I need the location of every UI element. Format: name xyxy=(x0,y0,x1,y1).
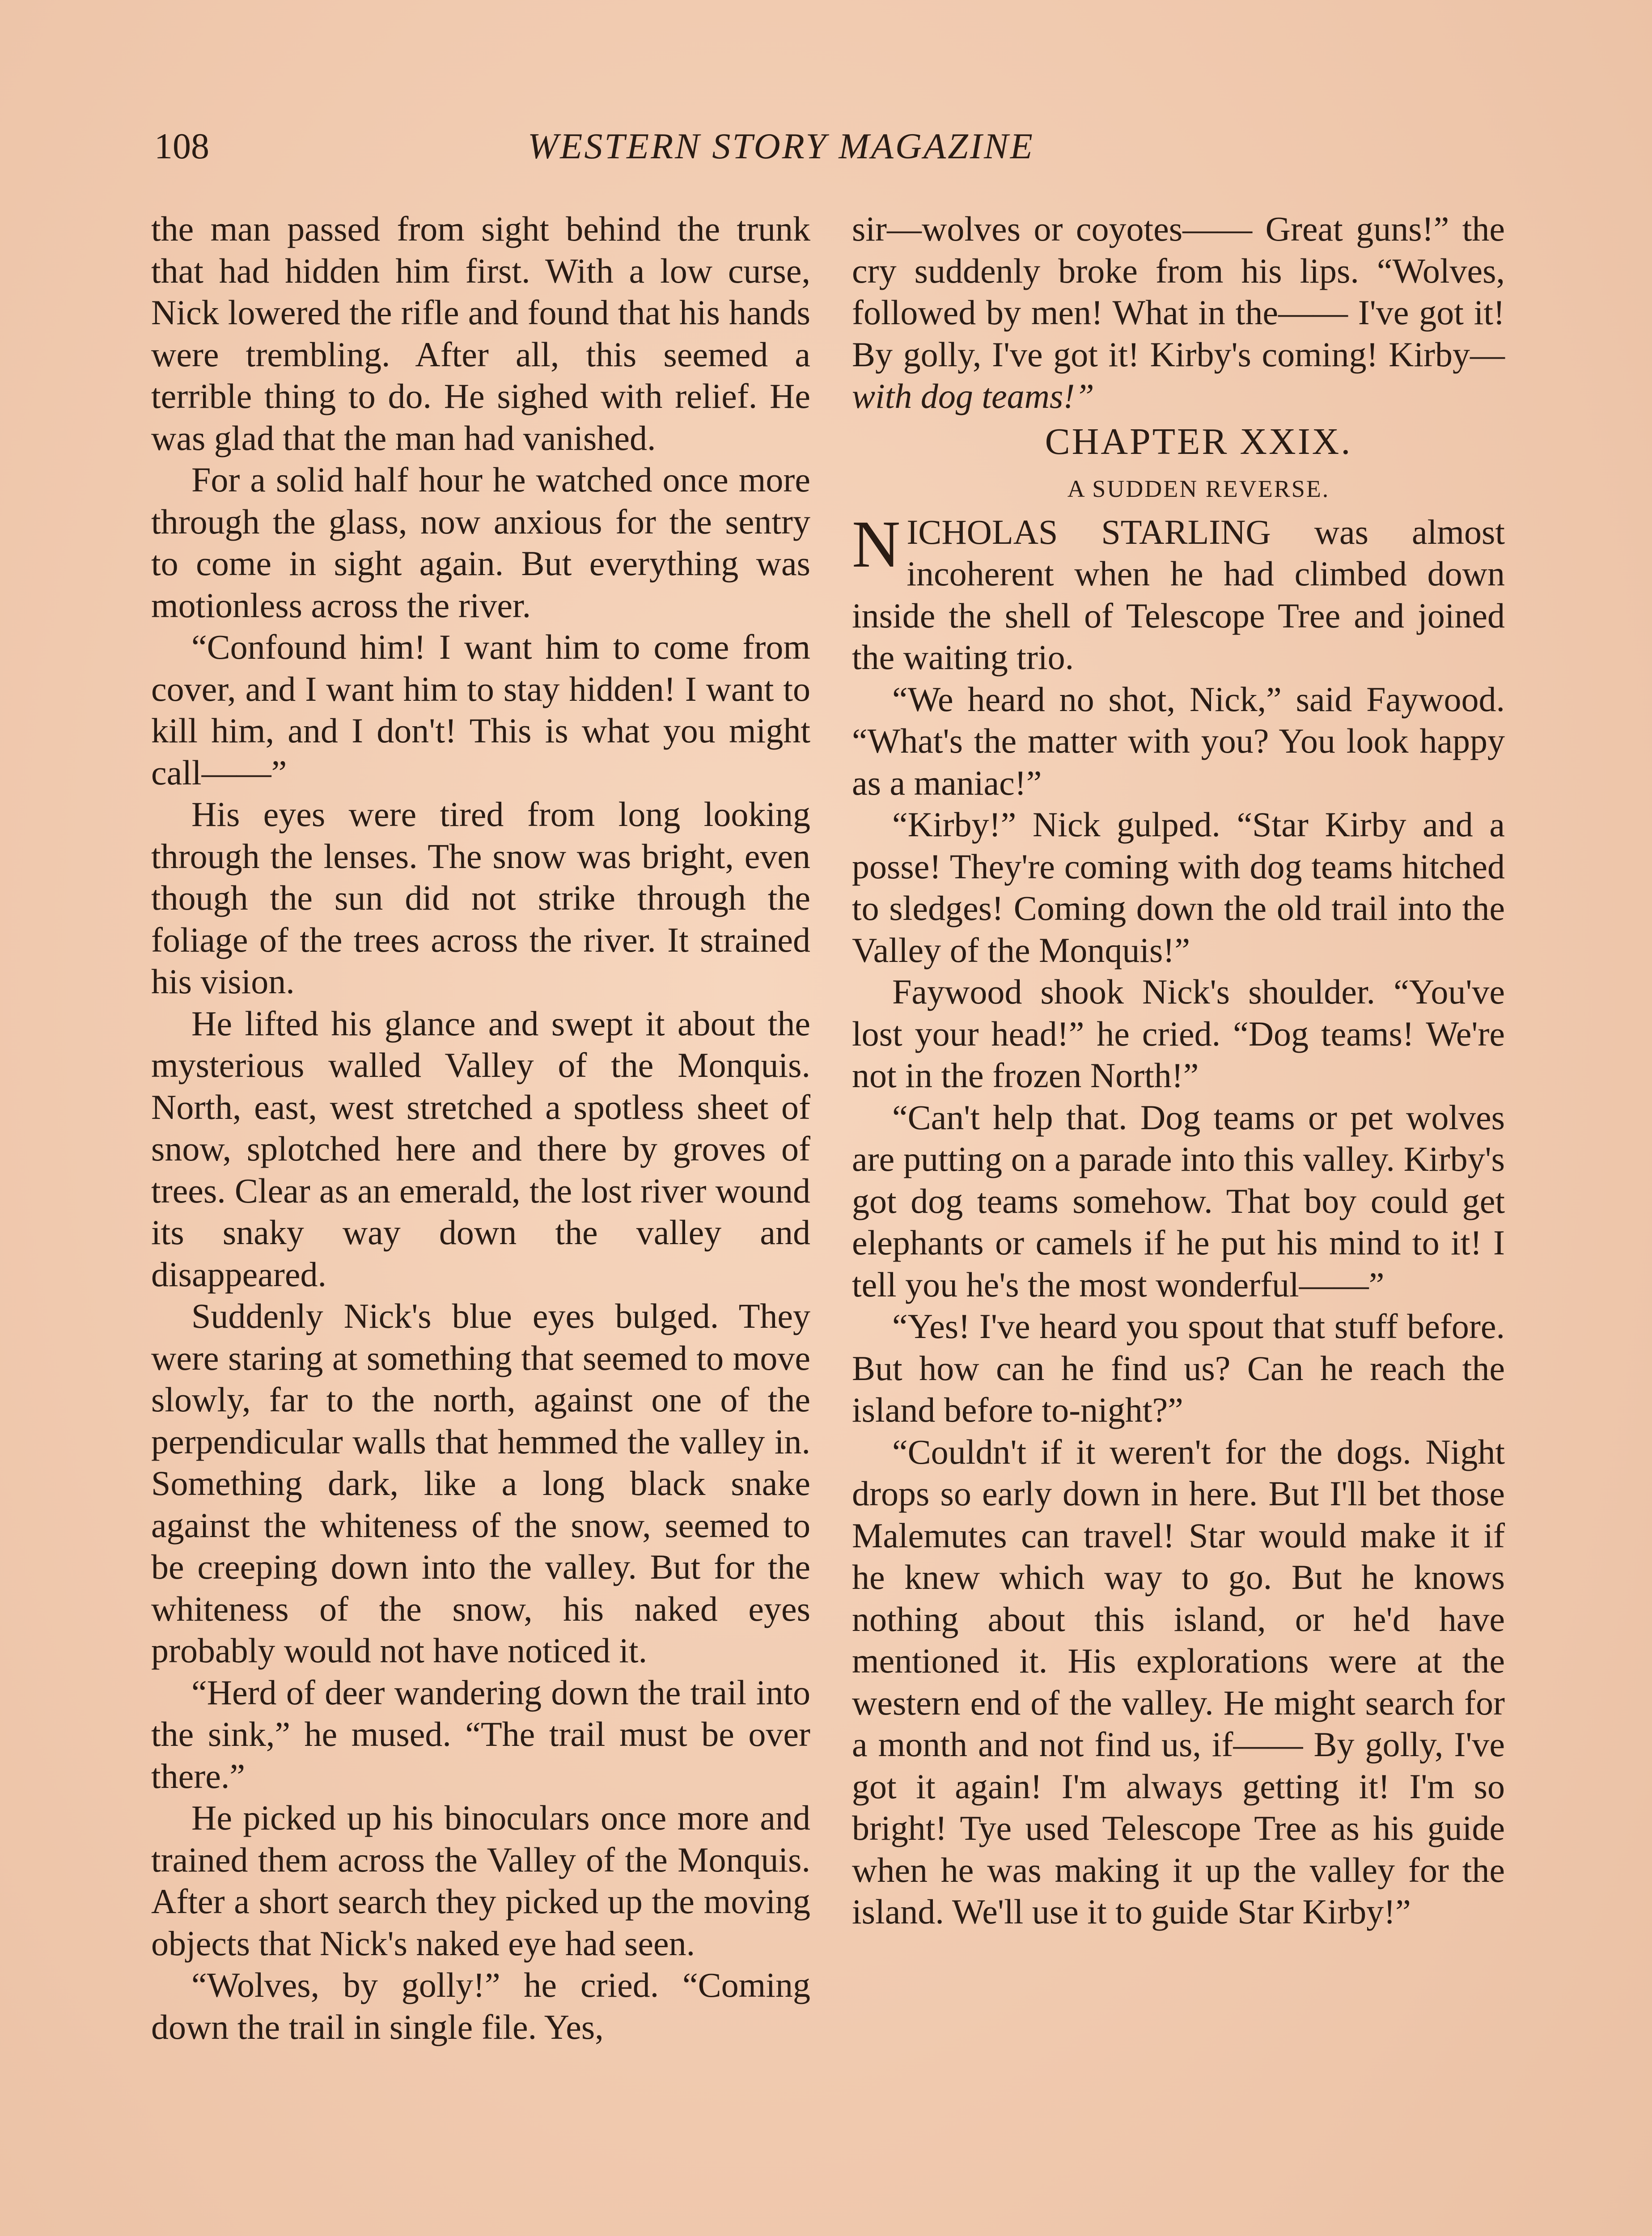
page-number: 108 xyxy=(154,126,209,166)
paragraph: He picked up his binoculars once more and trained them across the Valley of the Monquis. After a short search they picked up the moving objects that Nick's naked eye had seen. xyxy=(151,1798,810,1963)
paragraph-text: was almost incoherent when he had climbed down inside the shell of Telescope Tree and joined the waiting trio. xyxy=(852,512,1505,677)
chapter-opening-paragraph xyxy=(852,507,1505,678)
paragraph: For a solid half hour he watched once more through the glass, now anxious for the sentry to come in sight again. But everything was motionless across the river. xyxy=(151,460,810,625)
paragraph: “Herd of deer wandering down the trail into the sink,” he mused. “The trail must be over there.” xyxy=(151,1673,810,1796)
paragraph: the man passed from sight behind the trunk that had hidden him first. With a low curse, Nick lowered the rifle and found that his hands were trembling. After all, this seemed a terrible thing to do. He sighed with relief. He was glad that the man had vanished. xyxy=(151,209,810,457)
drop-cap: N xyxy=(852,507,901,581)
paragraph: His eyes were tired from long looking through the lenses. The snow was bright, even though the sun did not strike through the foliage of the trees across the river. It strained his vision. xyxy=(151,795,810,1001)
right-column xyxy=(852,208,1505,1933)
chapter-title: CHAPTER XXIX. xyxy=(1045,420,1352,462)
paragraph: Faywood shook Nick's shoulder. “You've lost your head!” he cried. “Dog teams! We're not in the frozen North!” xyxy=(852,972,1505,1095)
paragraph: “Wolves, by golly!” he cried. “Coming down the trail in single file. Yes, xyxy=(151,1965,810,2046)
italic-text: with dog teams!” xyxy=(852,377,1094,415)
paragraph: “Couldn't if it weren't for the dogs. Night drops so early down in here. But I'll bet those Malemutes can travel! Star would make it if he knew which way to go. But he knows nothing about this island, or he'd have mentioned it. His explorations were at the western end of the valley. He might search for a month and not find us, if—— By golly, I've got it again! I'm always getting it! I'm so bright! Tye used Telescope Tree as his guide when he was making it up the valley for the island. We'll use it to guide Star Kirby!” xyxy=(852,1432,1505,1931)
paragraph: He lifted his glance and swept it about the mysterious walled Valley of the Monquis. North, east, west stretched a spotless sheet of snow, splotched here and there by groves of trees. Clear as an emerald, the lost river wound its snaky way down the valley and disappeared. xyxy=(151,1004,810,1294)
chapter-subtitle: A SUDDEN REVERSE. xyxy=(1067,475,1330,502)
left-column xyxy=(151,208,810,2048)
paragraph xyxy=(852,208,1505,417)
paragraph: “Kirby!” Nick gulped. “Star Kirby and a posse! They're coming with dog teams hitched to sledges! Coming down the old trail into the Valley of the Monquis!” xyxy=(852,805,1505,970)
paragraph-text: sir—wolves or coyotes—— Great guns!” the cry suddenly broke from his lips. “Wolves, followed by men! What in the—— I've got it! By golly, I've got it! Kirby's coming! Kirby— xyxy=(852,209,1505,374)
paragraph: Suddenly Nick's blue eyes bulged. They were staring at something that seemed to move slowly, far to the north, against one of the perpendicular walls that hemmed the valley in. Something dark, like a long black snake against the whiteness of the snow, seemed to be creeping down into the valley. But for the whiteness of the snow, his naked eyes probably would not have noticed it. xyxy=(151,1296,810,1670)
paragraph: “Yes! I've heard you spout that stuff before. But how can he find us? Can he reach the island before to-night?” xyxy=(852,1307,1505,1429)
lead-in-caps: ICHOLAS STARLING xyxy=(906,512,1271,551)
paragraph: “We heard no shot, Nick,” said Faywood. “What's the matter with you? You look happy as a maniac!” xyxy=(852,679,1505,802)
running-head: WESTERN STORY MAGAZINE xyxy=(528,126,1034,166)
paragraph: “Confound him! I want him to come from cover, and I want him to stay hidden! I want to kill him, and I don't! This is what you might call——” xyxy=(151,627,810,792)
paragraph: “Can't help that. Dog teams or pet wolves are putting on a parade into this valley. Kirby's got dog teams somehow. That boy could get elephants or camels if he put his mind to it! I tell you he's the most wonderful——” xyxy=(852,1097,1505,1304)
